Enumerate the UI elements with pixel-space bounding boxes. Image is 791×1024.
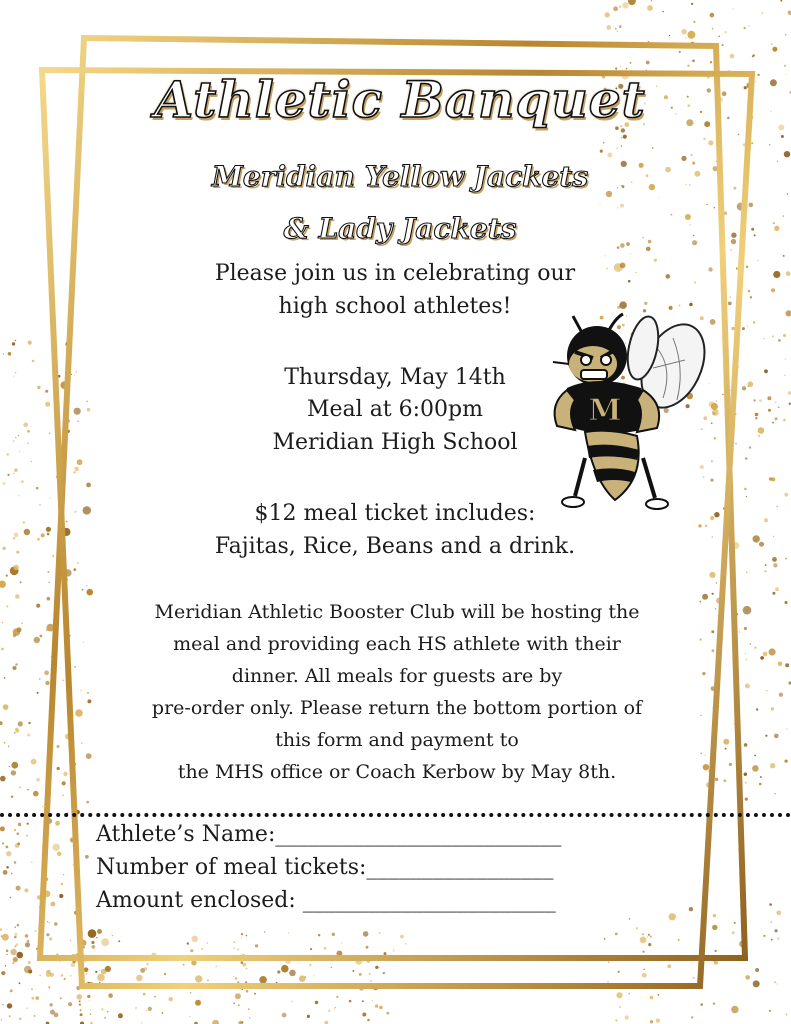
event-location: Meridian High School (272, 430, 518, 455)
event-date: Thursday, May 14th (284, 365, 506, 390)
yellow-jacket-mascot-icon (545, 308, 710, 513)
invite-line: high school athletes! (278, 294, 512, 319)
meal-time: Meal at 6:00pm (307, 397, 483, 422)
athlete-name-field: Athlete’s Name:__________________________ (96, 822, 562, 847)
menu-items: Fajitas, Rice, Beans and a drink. (214, 534, 576, 559)
info-line: meal and providing each HS athlete with their (173, 633, 621, 655)
meal-tickets-field: Number of meal tickets:_________________ (96, 855, 554, 880)
mascot-letter: M (588, 393, 622, 428)
info-line: the MHS office or Coach Kerbow by May 8th. (177, 761, 617, 783)
team-subtitle-lady: & Lady Jackets (283, 212, 517, 245)
info-line: dinner. All meals for guests are by (231, 665, 563, 687)
team-subtitle: Meridian Yellow Jackets (211, 160, 589, 193)
info-line: Meridian Athletic Booster Club will be hosting the (154, 601, 640, 623)
info-line: this form and payment to (275, 729, 519, 751)
banquet-title: Athletic Banquet (154, 70, 646, 129)
invite-line: Please join us in celebrating our (214, 261, 576, 286)
info-line: pre-order only. Please return the bottom portion of (151, 697, 643, 719)
amount-enclosed-field: Amount enclosed: _______________________ (96, 888, 556, 913)
ticket-price: $12 meal ticket includes: (254, 501, 536, 526)
tear-off-dotted-line (0, 813, 791, 817)
